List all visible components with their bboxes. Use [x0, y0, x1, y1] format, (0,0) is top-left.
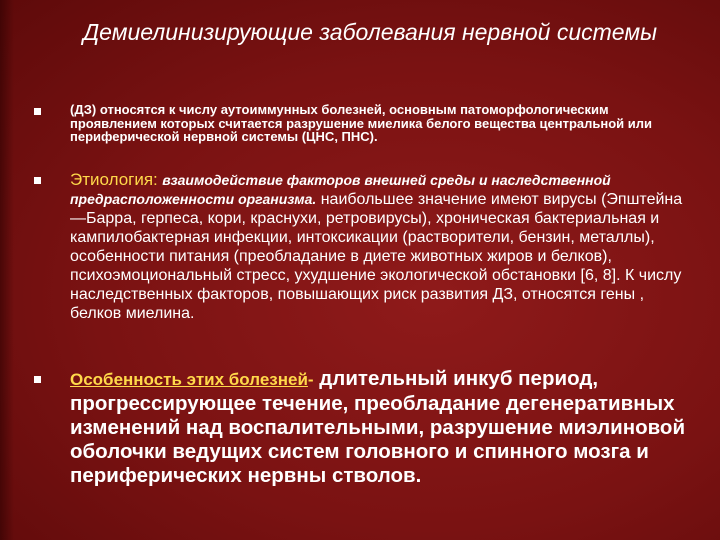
left-edge-shade — [0, 0, 14, 540]
features-heading: Особенность этих болезней — [70, 370, 308, 389]
etiology-heading: Этиология: — [70, 170, 158, 189]
features-separator: - — [307, 370, 314, 389]
bullet-item-2 — [70, 170, 685, 323]
etiology-text: наибольшее значение имеют вирусы (Эпштейна—Барра, герпеса, кори, краснухи, ретровирусы), хроническая бактериальная и кампилобактерная инфекции, интоксикации (растворители, бензин, металлы), особенности питания (преобладание в диете животных жиров и белков), психоэмоциональный стресс, ухудшение экологической обстановки [6, 8]. К числу наследственных факторов, повышающих риск развития ДЗ, относятся гены , белков миелина. — [70, 191, 683, 322]
bullet-item-1 — [70, 103, 685, 144]
bullet-item-1-text: (ДЗ) относятся к числу аутоиммунных болезней, основным патоморфологическим проявлением которых считается разрушение миелика белого вещества центральной или периферической нервной системы (ЦНС, ПНС). — [70, 102, 652, 144]
bullet-item-3 — [70, 367, 700, 488]
bullet-marker-2 — [34, 177, 41, 184]
etiology-definition: взаимодействие факторов внешней среды и наследственной предрасположенности организма. — [70, 172, 611, 207]
bullet-marker-1 — [34, 108, 41, 115]
bullet-marker-3 — [34, 376, 41, 383]
slide-title: Демиелинизирующие заболевания нервной системы — [82, 19, 658, 45]
features-text: длительный инкуб период, прогрессирующее течение, преобладание дегенеративных изменений над воспалительными, разрушение миэлиновой оболочки ведущих систем головного и спинного мозга и периферических нервны стволов. — [70, 367, 686, 487]
